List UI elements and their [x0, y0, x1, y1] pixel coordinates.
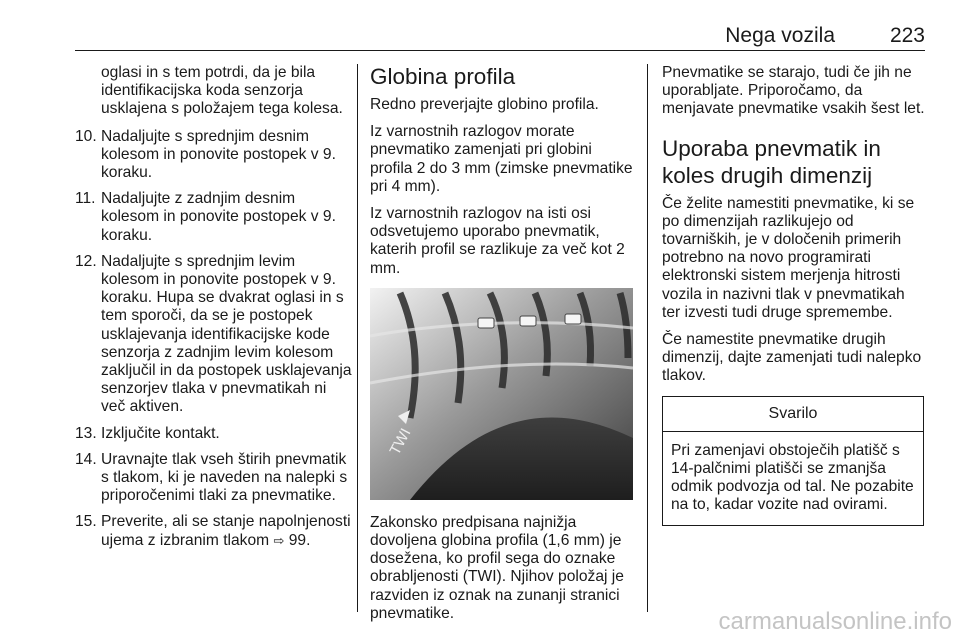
warning-body: Pri zamenjavi obstoječih platišč s 14-palčnimi platišči se zmanjša odmik podvozja od tal. Ne pozabite na to, kadar vozite nad ovirami.	[671, 441, 914, 514]
paragraph: Redno preverjajte globino profila.	[370, 96, 599, 113]
warning-box	[662, 396, 924, 526]
watermark: carmanualsonline.info	[718, 608, 952, 635]
paragraph: Iz varnostnih razlogov na isti osi odsvetujemo uporabo pnevmatik, katerih profil se razlikuje za več kot 2 mm.	[370, 205, 625, 277]
arrow-right-outline-icon: ⇨	[273, 532, 285, 548]
paragraph: Iz varnostnih razlogov morate pnevmatiko zamenjati pri globini profila 2 do 3 mm (zimske pnevmatike pri 4 mm).	[370, 123, 633, 195]
column-2	[370, 64, 633, 632]
tire-tread-illustration	[370, 288, 633, 500]
column-1	[75, 64, 352, 558]
step-15: 15. Preverite, ali se stanje napolnjenosti ujema z izbranim tlakom ⇨ 99.	[75, 513, 351, 549]
section-title: Nega vozila	[725, 24, 835, 47]
heading-other-dimensions: Uporaba pnevmatik in koles drugih dimenzij	[662, 135, 881, 188]
step-9-continuation: oglasi in s tem potrdi, da je bila identifikacijska koda senzorja usklajena s položajem tega kolesa.	[101, 64, 343, 118]
paragraph: Pnevmatike se starajo, tudi če jih ne uporabljate. Priporočamo, da menjavate pnevmatike vsakih šest let.	[662, 64, 925, 118]
page-reference-link[interactable]: 99.	[288, 531, 311, 549]
heading-tread-depth: Globina profila	[370, 64, 516, 89]
column-divider-1	[357, 64, 358, 612]
step-11: 11. Nadaljujte z zadnjim desnim kolesom in ponovite postopek v 9. koraku.	[75, 190, 336, 244]
step-12: 12. Nadaljujte s sprednjim levim kolesom in ponovite postopek v 9. koraku. Hupa se dvakrat oglasi in s tem sporoči, da se je postopek usklajevanja identifikacijske kode senzorja z zadnjim levim kolesom zaključil in da postopek usklajevanja senzorjev tlaka v pnevmatikah ni več aktiven.	[75, 252, 352, 416]
figure-caption: Zakonsko predpisana najnižja dovoljena globina profila (1,6 mm) je dosežena, ko profil sega do oznake obrabljenosti (TWI). Njihov položaj je razviden iz oznak na zunanji stranici pnevmatike.	[370, 513, 624, 622]
steps-list	[75, 128, 352, 550]
page-number: 223	[889, 24, 925, 47]
column-3	[662, 64, 925, 526]
page-header	[75, 20, 925, 51]
paragraph: Če namestite pnevmatike drugih dimenzij, dajte zamenjati tudi nalepko tlakov.	[662, 331, 922, 385]
column-divider-2	[647, 64, 648, 612]
paragraph: Če želite namestiti pnevmatike, ki se po dimenzijah razlikujejo od tovarniških, je v določenih primerih potrebno na novo programirati elektronski sistem merjenja hitrosti vozila in nazivni tlak v pnevmatikah ter izvesti tudi druge spremembe.	[662, 194, 915, 321]
step-13: 13. Izključite kontakt.	[75, 424, 220, 442]
warning-title: Svarilo	[663, 397, 923, 432]
twi-label: TWI	[386, 425, 415, 458]
step-14: 14. Uravnajte tlak vseh štirih pnevmatik s tlakom, ki je naveden na nalepki s priporočenimi tlaki za pnevmatike.	[75, 450, 348, 505]
step-10: 10. Nadaljujte s sprednjim desnim kolesom in ponovite postopek v 9. koraku.	[75, 127, 336, 182]
